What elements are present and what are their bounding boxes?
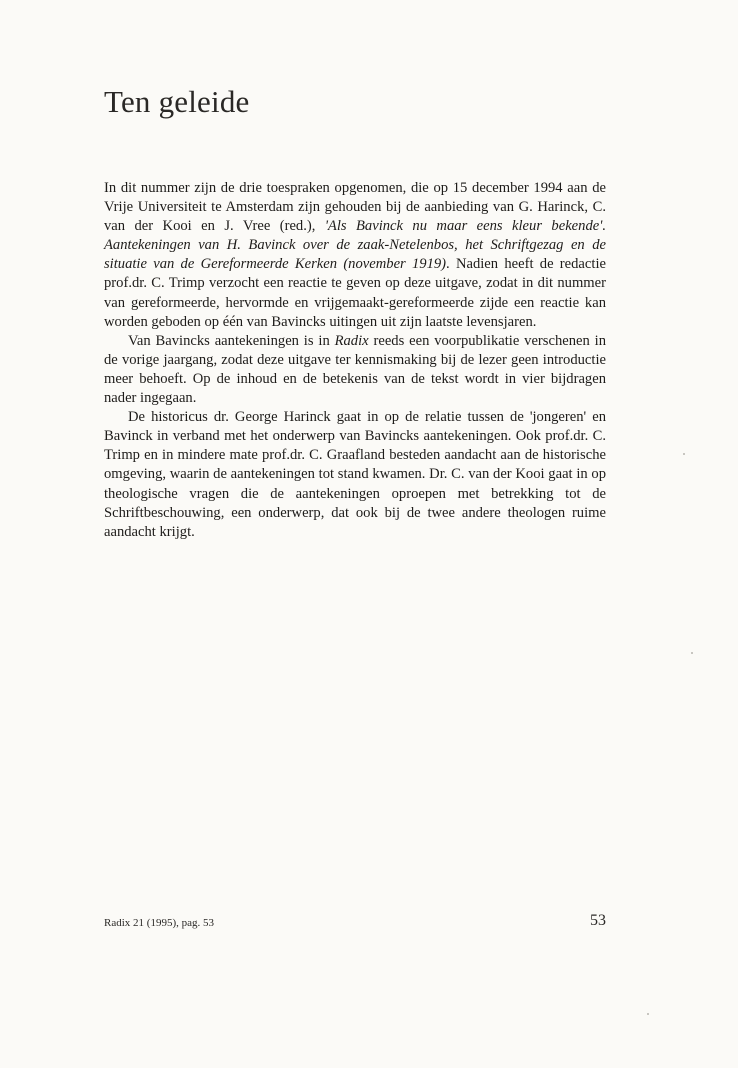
article-body <box>104 179 606 542</box>
footer-page-number: 53 <box>590 912 606 929</box>
journal-name: Radix <box>334 332 369 349</box>
paragraph-1 <box>104 179 606 332</box>
footer-citation: Radix 21 (1995), pag. 53 <box>104 917 214 929</box>
book-title: 'Als Bavinck nu maar eens kleur bekende'. Aantekeningen van H. Bavinck over de zaak-Netelenbos, het Schriftgezag en de situatie van de Gereformeerde Kerken (november 1919) <box>104 218 606 273</box>
paper-speck <box>683 453 685 455</box>
paper-speck <box>691 652 693 654</box>
paragraph-3: De historicus dr. George Harinck gaat in op de relatie tussen de 'jongeren' en Bavinck in verband met het onderwerp van Bavincks aantekeningen. Ook prof.dr. C. Trimp en in mindere mate prof.dr. C. Graafland besteden aandacht aan de historische omgeving, waarin de aantekeningen tot stand kwamen. Dr. C. van der Kooi gaat in op theologische vragen die de aantekeningen oproepen met betrekking tot de Schriftbeschouwing, een onderwerp, dat ook bij de twee andere theologen ruime aandacht krijgt. <box>104 409 606 540</box>
paragraph-1-text-a: In dit nummer zijn de drie toespraken opgenomen, die op 15 december 1994 aan de Vrije Universiteit te Amsterdam zijn gehouden bij de aanbieding van G. Harinck, C. van der Kooi en J. Vree (red.), <box>104 180 606 235</box>
paragraph-2 <box>104 332 606 408</box>
paragraph-2-text-a: Van Bavincks aantekeningen is in <box>128 332 335 349</box>
paragraph-1-text-b: . Nadien heeft de redactie prof.dr. C. Trimp verzocht een reactie te geven op deze uitgave, zodat in dit nummer van gereformeerde, hervormde en vrijgemaakt-gereformeerde zijde een reactie kan worden geboden op één van Bavincks uitingen uit zijn laatste levensjaren. <box>104 256 606 330</box>
paragraph-2-text-b: reeds een voorpublikatie verschenen in de vorige jaargang, zodat deze uitgave ter kennismaking bij de lezer geen introductie meer behoeft. Op de inhoud en de betekenis van de tekst wordt in vier bijdragen nader ingegaan. <box>104 332 606 407</box>
page-title: Ten geleide <box>104 84 250 119</box>
paper-speck <box>647 1013 649 1015</box>
